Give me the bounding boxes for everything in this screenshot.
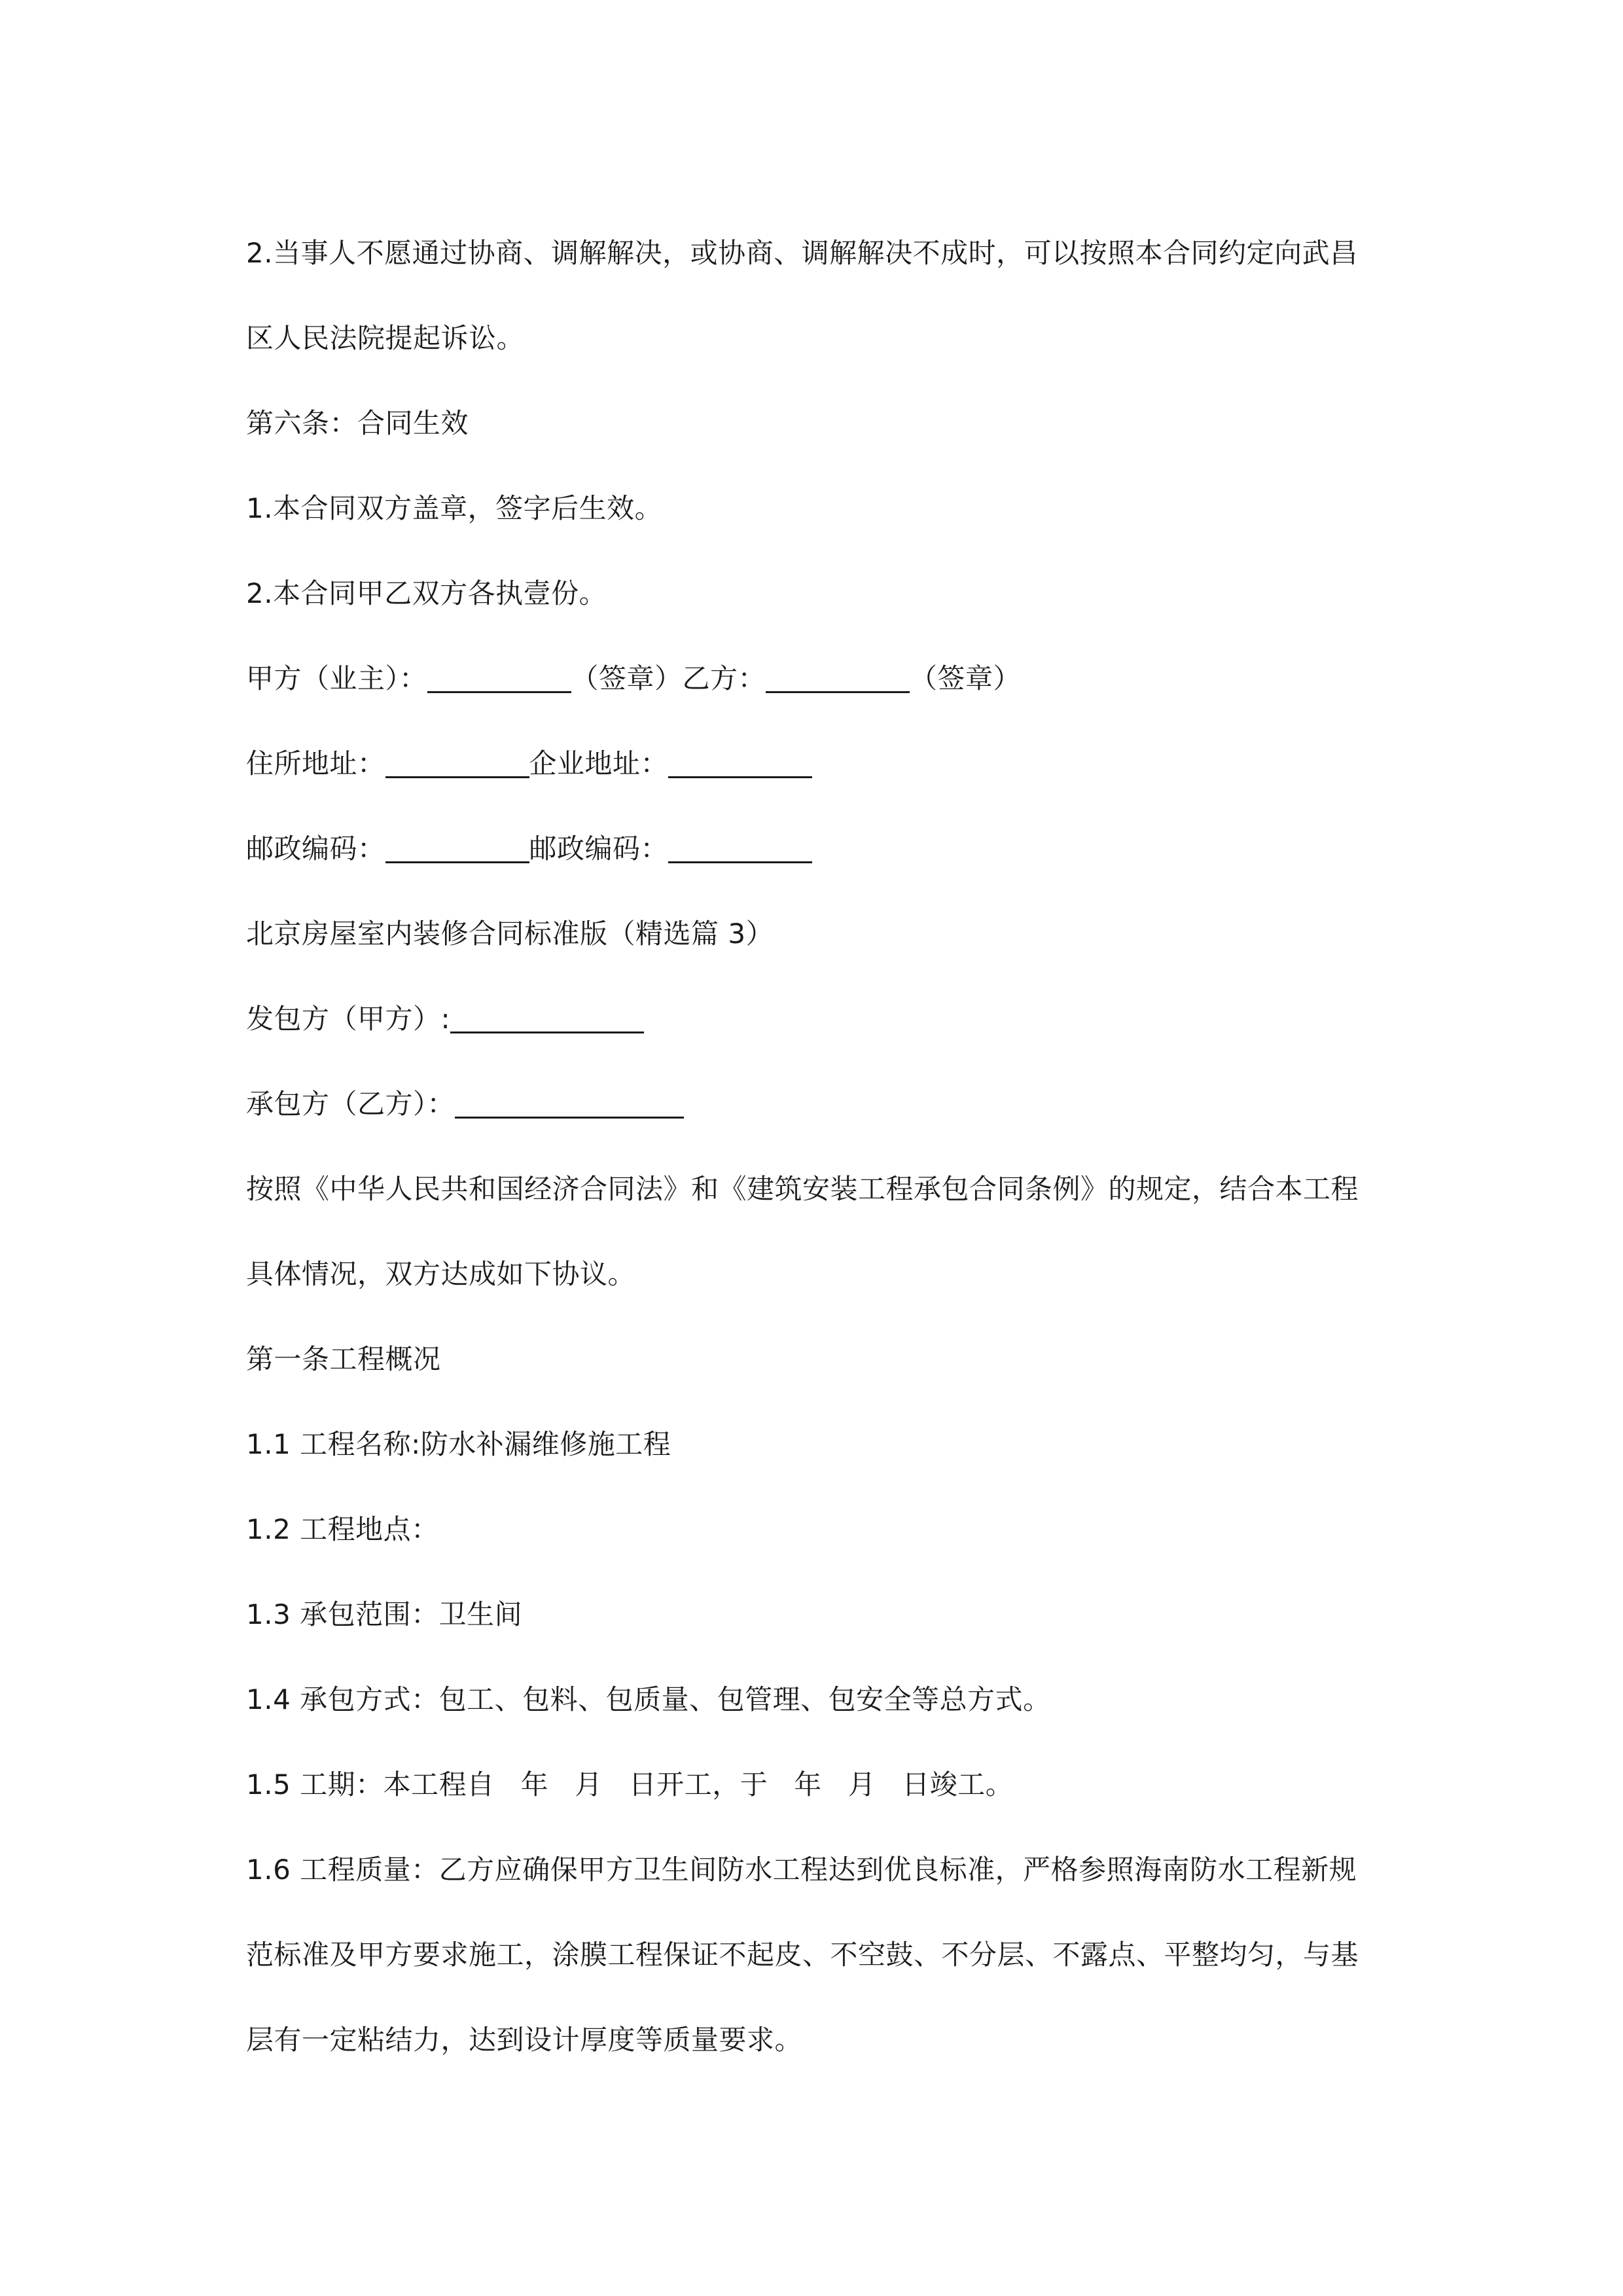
paragraph-line: 1.1 工程名称:防水补漏维修施工程 (246, 1428, 671, 1460)
paragraph-line: 按照《中华人民共和国经济合同法》和《建筑安装工程承包合同条例》的规定，结合本工程 (246, 1173, 1359, 1205)
paragraph-line: 2.当事人不愿通过协商、调解解决，或协商、调解解决不成时，可以按照本合同约定向武昌 (246, 237, 1358, 269)
contractor-out-blank[interactable] (450, 1003, 644, 1033)
contractor-out-label: 发包方（甲方）: (246, 1003, 451, 1035)
address-line (246, 721, 1378, 806)
paragraph-line: 2.本合同甲乙双方各执壹份。 (246, 577, 607, 609)
party-a-label: 甲方（业主）： (246, 662, 427, 694)
signature-line (246, 636, 1378, 721)
contractor-in-label: 承包方（乙方）： (246, 1088, 455, 1120)
article-heading: 第六条：合同生效 (246, 407, 469, 439)
postcode-blank-2[interactable] (668, 833, 812, 863)
seal-a-label: （签章） (571, 662, 683, 694)
postcode-label-1: 邮政编码： (246, 833, 385, 865)
postcode-blank-1[interactable] (385, 833, 529, 863)
contractor-in-blank[interactable] (455, 1088, 684, 1119)
document-body (246, 211, 1378, 2083)
postcode-label-2: 邮政编码： (529, 833, 669, 865)
paragraph-line: 范标准及甲方要求施工，涂膜工程保证不起皮、不空鼓、不分层、不露点、平整均匀，与基 (246, 1939, 1359, 1971)
schedule-year-1: 年 (520, 1768, 549, 1801)
home-address-blank[interactable] (385, 747, 529, 778)
schedule-year-2: 年 (794, 1768, 822, 1801)
postcode-line (246, 806, 1378, 891)
contractor-out-line (246, 977, 1378, 1062)
party-b-blank[interactable] (766, 662, 910, 693)
paragraph-line: 1.4 承包方式：包工、包料、包质量、包管理、包安全等总方式。 (246, 1683, 1051, 1715)
paragraph-line: 层有一定粘结力，达到设计厚度等质量要求。 (246, 2024, 803, 2056)
schedule-line (246, 1742, 1378, 1827)
paragraph-line: 1.2 工程地点： (246, 1513, 439, 1545)
schedule-day-2: 日竣工。 (902, 1768, 1014, 1801)
paragraph-line: 区人民法院提起诉讼。 (246, 322, 525, 354)
company-address-label: 企业地址： (529, 747, 669, 780)
company-address-blank[interactable] (668, 747, 812, 778)
schedule-prefix: 1.5 工期：本工程自 (246, 1768, 495, 1801)
paragraph-line: 1.3 承包范围：卫生间 (246, 1598, 523, 1630)
party-b-label: 乙方： (682, 662, 766, 694)
paragraph-line: 1.6 工程质量：乙方应确保甲方卫生间防水工程达到优良标准，严格参照海南防水工程新规 (246, 1854, 1357, 1886)
article-heading: 第一条工程概况 (246, 1343, 441, 1375)
paragraph-line: 具体情况，双方达成如下协议。 (246, 1258, 636, 1290)
schedule-month-2: 月 (847, 1768, 876, 1801)
contractor-in-line (246, 1062, 1378, 1147)
seal-b-label: （签章） (910, 662, 1022, 694)
schedule-day-1: 日开工，于 (628, 1768, 768, 1801)
section-title: 北京房屋室内装修合同标准版（精选篇 3） (246, 918, 774, 950)
schedule-month-1: 月 (575, 1768, 603, 1801)
paragraph-line: 1.本合同双方盖章，签字后生效。 (246, 492, 663, 524)
home-address-label: 住所地址： (246, 747, 385, 780)
party-a-blank[interactable] (427, 662, 571, 693)
